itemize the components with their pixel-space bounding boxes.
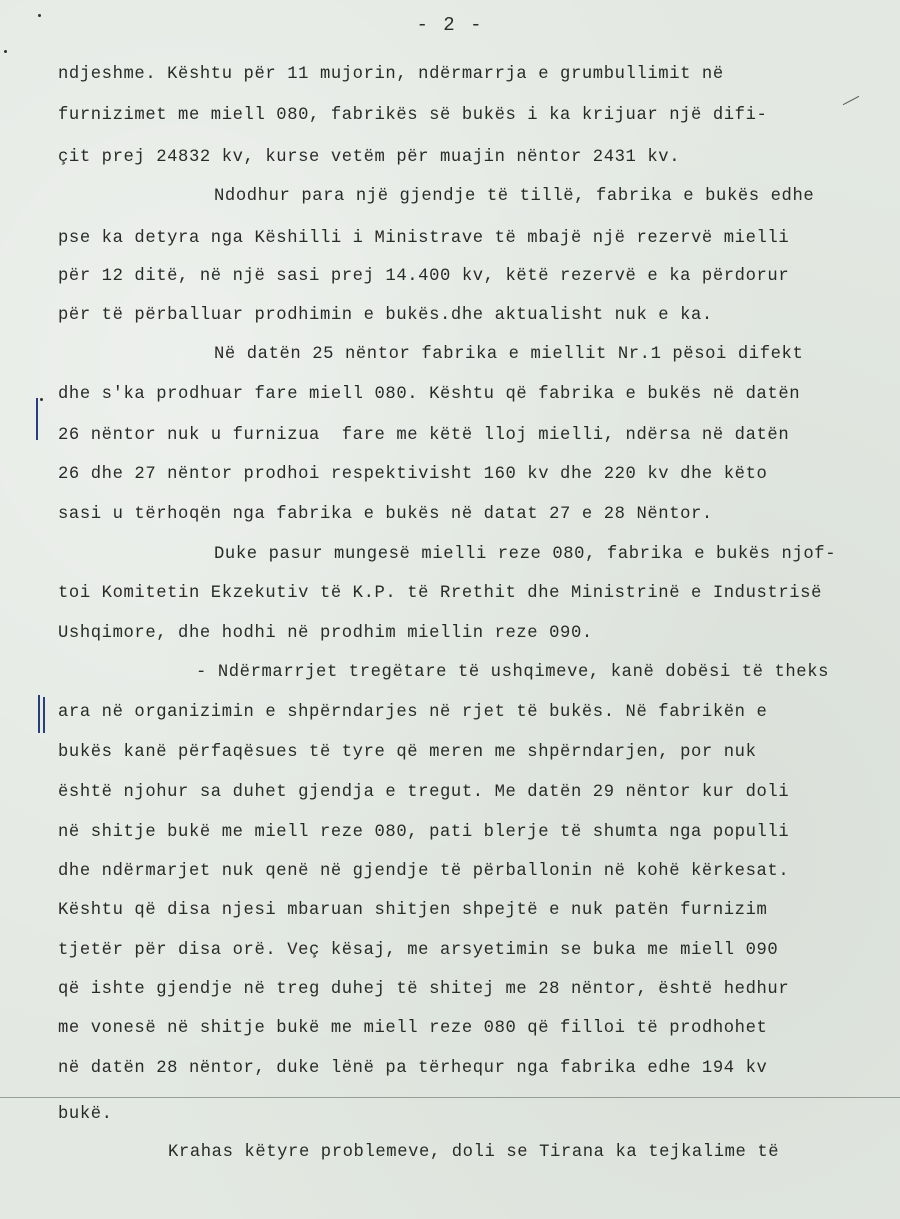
margin-double-bar-mark [43,697,45,733]
text-line: dhe ndërmarjet nuk qenë në gjendje të përballonin në kohë kërkesat. [58,862,790,881]
margin-dot-left [4,50,7,53]
text-line: në shitje bukë me miell reze 080, pati blerje të shumta nga populli [58,823,790,842]
text-line: pse ka detyra nga Këshilli i Ministrave të mbajë një rezervë mielli [58,229,790,248]
text-line: 26 dhe 27 nëntor prodhoi respektivisht 160 kv dhe 220 kv dhe këto [58,465,768,484]
text-line: për të përballuar prodhimin e bukës.dhe aktualisht nuk e ka. [58,306,713,325]
text-line: tjetër për disa orë. Veç kësaj, me arsyetimin se buka me miell 090 [58,941,779,960]
text-line: bukës kanë përfaqësues të tyre që meren me shpërndarjen, por nuk [58,743,757,762]
text-line: është njohur sa duhet gjendja e tregut. Me datën 29 nëntor kur doli [58,783,790,802]
text-line: sasi u tërhoqën nga fabrika e bukës në datat 27 e 28 Nëntor. [58,505,713,524]
text-line: për 12 ditë, në një sasi prej 14.400 kv, këtë rezervë e ka përdorur [58,267,790,286]
text-line: toi Komitetin Ekzekutiv të K.P. të Rrethit dhe Ministrinë e Industrisë [58,584,822,603]
text-line: 26 nëntor nuk u furnizua fare me këtë lloj mielli, ndërsa në datën [58,426,790,445]
margin-double-bar-mark [38,695,40,733]
text-line: ara në organizimin e shpërndarjes në rjet të bukës. Në fabrikën e [58,703,768,722]
page-number: - 2 - [416,14,484,36]
text-line: ndjeshme. Kështu për 11 mujorin, ndërmarrja e grumbullimit në [58,65,724,84]
text-line: Ushqimore, dhe hodhi në prodhim miellin reze 090. [58,624,593,643]
text-line: Duke pasur mungesë mielli reze 080, fabrika e bukës njof- [214,545,837,564]
text-line: Kështu që disa njesi mbaruan shitjen shpejtë e nuk patën furnizim [58,901,768,920]
text-line: çit prej 24832 kv, kurse vetëm për muajin nëntor 2431 kv. [58,148,681,167]
correction-mark [843,96,859,105]
text-line: në datën 28 nëntor, duke lënë pa tërhequr nga fabrika edhe 194 kv [58,1059,768,1078]
scan-fold-line [0,1097,900,1098]
text-line: furnizimet me miell 080, fabrikës së bukës i ka krijuar një difi- [58,106,768,125]
text-line: dhe s'ka prodhuar fare miell 080. Kështu që fabrika e bukës në datën [58,385,801,404]
text-line: - Ndërmarrjet tregëtare të ushqimeve, kanë dobësi të theks [196,663,830,682]
margin-dot [40,398,43,401]
margin-bracket-mark [36,398,38,440]
text-line: që ishte gjendje në treg duhej të shitej me 28 nëntor, është hedhur [58,980,790,999]
text-line: me vonesë në shitje bukë me miell reze 080 që filloi të prodhohet [58,1019,768,1038]
text-line: Ndodhur para një gjendje të tillë, fabrika e bukës edhe [214,187,815,206]
text-line: Në datën 25 nëntor fabrika e miellit Nr.1 pësoi difekt [214,345,804,364]
text-line: Krahas këtyre problemeve, doli se Tirana ka tejkalime të [168,1143,780,1162]
text-line: bukë. [58,1105,113,1124]
